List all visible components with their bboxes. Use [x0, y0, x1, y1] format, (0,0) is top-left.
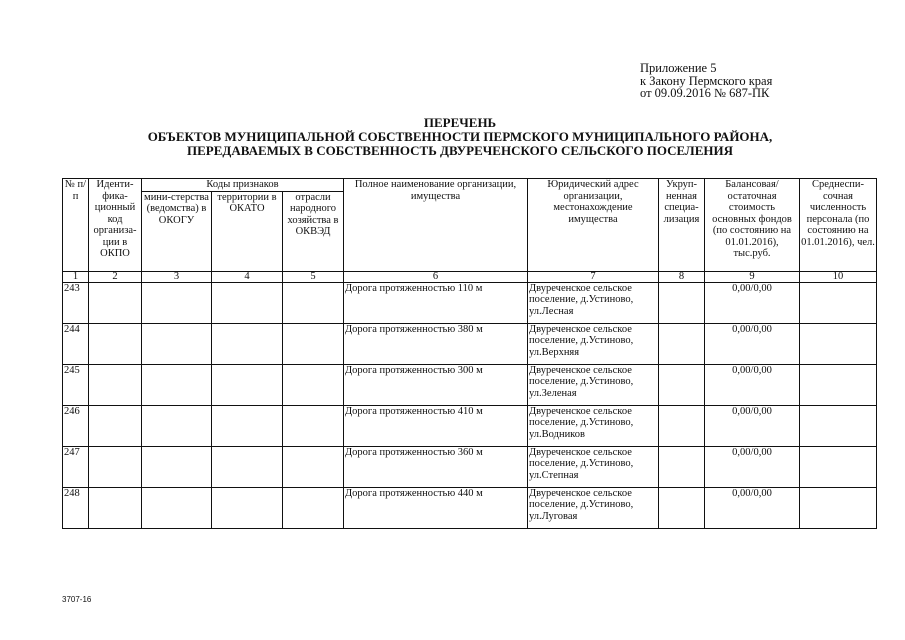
- row-name: Дорога протяженностью 410 м: [344, 405, 528, 446]
- cell-staff: [800, 323, 877, 364]
- cell-okpo: [89, 487, 142, 528]
- cell-staff: [800, 446, 877, 487]
- header-num: № п/п: [63, 179, 89, 272]
- title-line-2: ОБЪЕКТОВ МУНИЦИПАЛЬНОЙ СОБСТВЕННОСТИ ПЕРМСКОГО МУНИЦИПАЛЬНОГО РАЙОНА,: [147, 129, 773, 144]
- row-num: 244: [63, 323, 89, 364]
- row-balance: 0,00/0,00: [705, 446, 800, 487]
- cell-okved: [283, 282, 344, 323]
- column-number-row: [63, 271, 877, 282]
- header-okved: отрасли народного хозяйства в ОКВЭД: [283, 191, 344, 271]
- col-number: 4: [212, 271, 283, 282]
- cell-okato: [212, 323, 283, 364]
- row-name: Дорога протяженностью 440 м: [344, 487, 528, 528]
- header-name: Полное наименование организации, имущества: [344, 179, 528, 272]
- title-line-3: ПЕРЕДАВАЕМЫХ В СОБСТВЕННОСТЬ ДВУРЕЧЕНСКОГО СЕЛЬСКОГО ПОСЕЛЕНИЯ: [187, 143, 733, 158]
- row-num: 247: [63, 446, 89, 487]
- cell-spec: [659, 364, 705, 405]
- row-num: 243: [63, 282, 89, 323]
- cell-okato: [212, 282, 283, 323]
- header-staff: Среднеспи-сочная численность персонала (по состоянию на 01.01.2016), чел.: [800, 179, 877, 272]
- row-num: 245: [63, 364, 89, 405]
- appendix-line-3: от 09.09.2016 № 687-ПК: [640, 86, 770, 100]
- cell-okved: [283, 405, 344, 446]
- row-balance: 0,00/0,00: [705, 487, 800, 528]
- row-address: Двуреченское сельское поселение, д.Устиново, ул.Верхняя: [528, 323, 659, 364]
- appendix-block: [640, 62, 772, 100]
- cell-okogu: [142, 282, 212, 323]
- header-okato: территории в ОКАТО: [212, 191, 283, 271]
- row-balance: 0,00/0,00: [705, 364, 800, 405]
- row-name: Дорога протяженностью 300 м: [344, 364, 528, 405]
- cell-okpo: [89, 282, 142, 323]
- col-number: 8: [659, 271, 705, 282]
- table-row: [63, 282, 877, 323]
- row-name: Дорога протяженностью 110 м: [344, 282, 528, 323]
- cell-staff: [800, 282, 877, 323]
- cell-spec: [659, 282, 705, 323]
- table-row: [63, 405, 877, 446]
- col-number: 1: [63, 271, 89, 282]
- cell-okogu: [142, 323, 212, 364]
- col-number: 9: [705, 271, 800, 282]
- cell-okato: [212, 364, 283, 405]
- cell-okpo: [89, 405, 142, 446]
- cell-spec: [659, 405, 705, 446]
- header-specialization: Укруп-ненная специа-лизация: [659, 179, 705, 272]
- row-name: Дорога протяженностью 380 м: [344, 323, 528, 364]
- row-num: 246: [63, 405, 89, 446]
- cell-okogu: [142, 405, 212, 446]
- col-number: 5: [283, 271, 344, 282]
- table-row: [63, 364, 877, 405]
- col-number: 10: [800, 271, 877, 282]
- document-code: 3707-16: [62, 595, 92, 604]
- cell-okogu: [142, 446, 212, 487]
- cell-staff: [800, 364, 877, 405]
- cell-okved: [283, 364, 344, 405]
- row-num: 248: [63, 487, 89, 528]
- row-address: Двуреченское сельское поселение, д.Устиново, ул.Зеленая: [528, 364, 659, 405]
- cell-okato: [212, 405, 283, 446]
- property-table: [62, 178, 877, 529]
- row-balance: 0,00/0,00: [705, 282, 800, 323]
- header-okpo: Иденти-фика-ционный код организа-ции в ОКПО: [89, 179, 142, 272]
- col-number: 7: [528, 271, 659, 282]
- appendix-line-1: Приложение 5: [640, 61, 717, 75]
- row-address: Двуреченское сельское поселение, д.Устиново, ул.Луговая: [528, 487, 659, 528]
- cell-okpo: [89, 364, 142, 405]
- cell-spec: [659, 323, 705, 364]
- row-address: Двуреченское сельское поселение, д.Устиново, ул.Лесная: [528, 282, 659, 323]
- cell-okogu: [142, 364, 212, 405]
- cell-okved: [283, 323, 344, 364]
- appendix-line-2: к Закону Пермского края: [640, 73, 773, 88]
- row-balance: 0,00/0,00: [705, 405, 800, 446]
- cell-spec: [659, 487, 705, 528]
- cell-staff: [800, 405, 877, 446]
- table-row: [63, 323, 877, 364]
- col-number: 3: [142, 271, 212, 282]
- cell-okved: [283, 487, 344, 528]
- cell-okato: [212, 487, 283, 528]
- header-codes-group: Коды признаков: [142, 179, 344, 192]
- row-balance: 0,00/0,00: [705, 323, 800, 364]
- row-name: Дорога протяженностью 360 м: [344, 446, 528, 487]
- col-number: 6: [344, 271, 528, 282]
- cell-okpo: [89, 323, 142, 364]
- cell-spec: [659, 446, 705, 487]
- table-row: [63, 487, 877, 528]
- cell-okved: [283, 446, 344, 487]
- cell-okato: [212, 446, 283, 487]
- cell-staff: [800, 487, 877, 528]
- header-okogu: мини-стерства (ведомства) в ОКОГУ: [142, 191, 212, 271]
- header-address: Юридический адрес организации, местонахождение имущества: [528, 179, 659, 272]
- row-address: Двуреченское сельское поселение, д.Устиново, ул.Степная: [528, 446, 659, 487]
- header-balance: Балансовая/ остаточная стоимость основных фондов (по состоянию на 01.01.2016), тыс.руб.: [705, 179, 800, 272]
- table-row: [63, 446, 877, 487]
- cell-okpo: [89, 446, 142, 487]
- title-line-1: ПЕРЕЧЕНЬ: [423, 115, 497, 130]
- document-title: [40, 116, 880, 158]
- col-number: 2: [89, 271, 142, 282]
- row-address: Двуреченское сельское поселение, д.Устиново, ул.Водников: [528, 405, 659, 446]
- cell-okogu: [142, 487, 212, 528]
